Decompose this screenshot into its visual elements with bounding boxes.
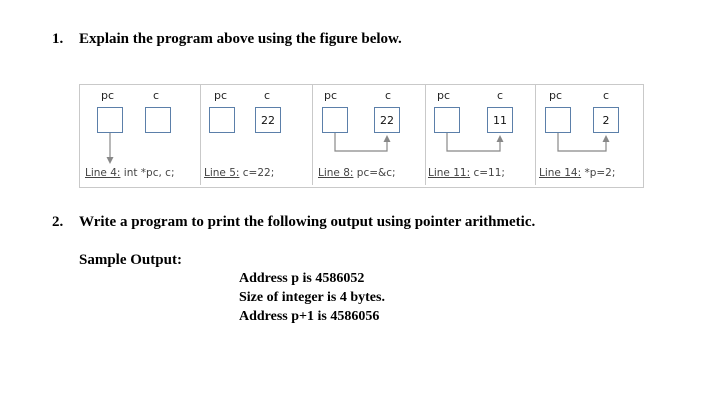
c-label: c	[603, 89, 610, 102]
sample-output-line: Address p+1 is 4586056	[239, 309, 380, 324]
question-1-text: Explain the program above using the figure below.	[79, 31, 402, 47]
c-box: 11	[487, 107, 513, 133]
line-code: c=22;	[239, 167, 275, 179]
line-ref: Line 14:	[539, 167, 582, 179]
line-label	[85, 167, 174, 179]
line-ref: Line 8:	[318, 167, 354, 179]
pc-label: pc	[437, 89, 451, 102]
line-label	[204, 167, 274, 179]
sample-output-heading: Sample Output:	[79, 252, 182, 268]
pointer-diagram	[79, 84, 644, 188]
diagram-panel-line-11	[425, 85, 536, 185]
pc-label: pc	[324, 89, 338, 102]
line-label	[428, 167, 505, 179]
c-label: c	[385, 89, 392, 102]
line-label	[539, 167, 615, 179]
sample-output-line: Address p is 4586052	[239, 271, 365, 286]
line-label	[318, 167, 396, 179]
question-2-number: 2.	[52, 214, 64, 230]
line-ref: Line 4:	[85, 167, 121, 179]
diagram-panel-line-8	[312, 85, 426, 185]
line-ref: Line 5:	[204, 167, 240, 179]
diagram-panel-line-14	[535, 85, 643, 185]
diagram-panel-line-4	[80, 85, 201, 185]
diagram-panel-line-5	[200, 85, 313, 185]
c-label: c	[153, 89, 160, 102]
pc-label: pc	[101, 89, 115, 102]
line-code: int *pc, c;	[120, 167, 175, 179]
pc-box	[209, 107, 235, 133]
pc-label: pc	[549, 89, 563, 102]
c-label: c	[264, 89, 271, 102]
line-ref: Line 11:	[428, 167, 471, 179]
c-box: 22	[255, 107, 281, 133]
question-1-number: 1.	[52, 31, 64, 47]
c-box: 2	[593, 107, 619, 133]
question-2-text: Write a program to print the following output using pointer arithmetic.	[79, 214, 536, 230]
line-code: pc=&c;	[353, 167, 396, 179]
c-box: 22	[374, 107, 400, 133]
line-code: c=11;	[470, 167, 505, 179]
sample-output-line: Size of integer is 4 bytes.	[239, 290, 385, 305]
line-code: *p=2;	[581, 167, 616, 179]
pc-label: pc	[214, 89, 228, 102]
c-label: c	[497, 89, 504, 102]
